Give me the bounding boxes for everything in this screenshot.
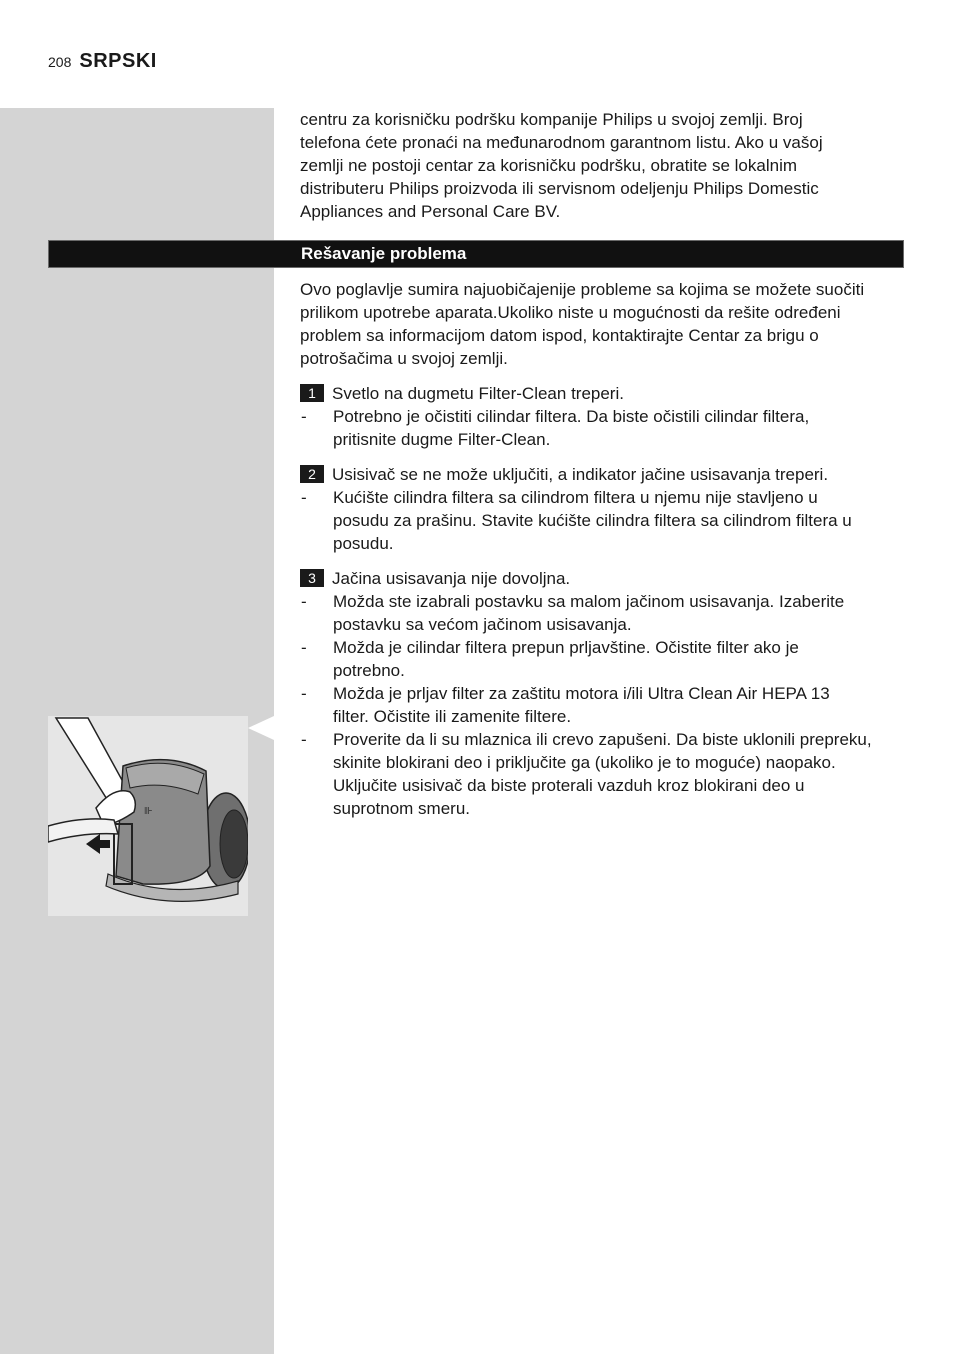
step-number-badge: 1: [300, 384, 324, 402]
bullet-dash: -: [301, 592, 307, 611]
step-title: Jačina usisavanja nije dovoljna.: [332, 569, 571, 588]
text-line: Potrebno je očistiti cilindar filtera. Da biste očistili cilindar filtera,: [333, 407, 810, 426]
text-line: suprotnom smeru.: [333, 799, 470, 818]
problem-step: [300, 567, 904, 590]
bullet-dash: -: [301, 638, 307, 657]
text-line: potrošačima u svojoj zemlji.: [300, 349, 508, 368]
text-line: prilikom upotrebe aparata.Ukoliko niste u mogućnosti da rešite određeni: [300, 303, 841, 322]
section-header-bar: [48, 240, 904, 268]
step-number-badge: 2: [300, 465, 324, 483]
step-title: Svetlo na dugmetu Filter-Clean treperi.: [332, 384, 624, 403]
vacuum-hose-icon: [48, 716, 248, 916]
bullet-dash: -: [301, 407, 307, 426]
text-line: telefona ćete pronaći na međunarodnom garantnom listu. Ako u vašoj: [300, 133, 823, 152]
text-line: distributeru Philips proizvoda ili servisnom odeljenju Philips Domestic: [300, 179, 819, 198]
text-line: potrebno.: [333, 661, 405, 680]
section-title: Rešavanje problema: [301, 244, 467, 263]
text-line: problem sa informacijom datom ispod, kontaktirajte Centar za brigu o: [300, 326, 819, 345]
text-line: Ovo poglavlje sumira najuobičajenije probleme sa kojima se možete suočiti: [300, 280, 865, 299]
bullet-dash: -: [301, 730, 307, 749]
page-number: 208: [48, 54, 72, 70]
text-line: Kućište cilindra filtera sa cilindrom filtera u njemu nije stavljeno u: [333, 488, 818, 507]
text-line: filter. Očistite ili zamenite filtere.: [333, 707, 572, 726]
solution-bullet: [300, 636, 904, 682]
step-title: Usisivač se ne može uključiti, a indikator jačine usisavanja treperi.: [332, 465, 829, 484]
intro-paragraph: [300, 108, 880, 223]
text-line: posudu za prašinu. Stavite kućište cilindra filtera sa cilindrom filtera u: [333, 511, 852, 530]
text-line: pritisnite dugme Filter-Clean.: [333, 430, 551, 449]
text-line: Možda je cilindar filtera prepun prljavštine. Očistite filter ako je: [333, 638, 799, 657]
overview-paragraph: [300, 278, 904, 370]
text-line: Proverite da li su mlaznica ili crevo zapušeni. Da biste uklonili prepreku,: [333, 730, 872, 749]
text-line: Uključite usisivač da biste proterali vazduh kroz blokirani deo u: [333, 776, 805, 795]
text-line: Možda ste izabrali postavku sa malom jačinom usisavanja. Izaberite: [333, 592, 845, 611]
troubleshooting-content: [300, 278, 904, 820]
text-line: postavku sa većom jačinom usisavanja.: [333, 615, 632, 634]
bullet-dash: -: [301, 488, 307, 507]
text-line: Appliances and Personal Care BV.: [300, 202, 561, 221]
text-line: centru za korisničku podršku kompanije Philips u svojoj zemlji. Broj: [300, 110, 803, 129]
solution-bullet: [300, 682, 904, 728]
vacuum-cleaner-illustration: [48, 716, 248, 916]
solution-bullet: [300, 486, 904, 555]
text-line: posudu.: [333, 534, 394, 553]
text-line: zemlji ne postoji centar za korisničku podršku, obratite se lokalnim: [300, 156, 798, 175]
bullet-dash: -: [301, 684, 307, 703]
svg-text:⊪: ⊪: [144, 806, 153, 817]
step-number-badge: 3: [300, 569, 324, 587]
text-line: skinite blokirani deo i priključite ga (ukoliko je to moguće) naopako.: [333, 753, 836, 772]
solution-bullet: [300, 405, 904, 451]
problem-step: [300, 463, 904, 486]
solution-bullet: [300, 590, 904, 636]
language-title: SRPSKI: [79, 50, 157, 72]
illustration-pointer: [248, 716, 274, 740]
solution-bullet: [300, 728, 904, 820]
page-header: [48, 50, 157, 73]
text-line: Možda je prljav filter za zaštitu motora i/ili Ultra Clean Air HEPA 13: [333, 684, 830, 703]
problem-step: [300, 382, 904, 405]
